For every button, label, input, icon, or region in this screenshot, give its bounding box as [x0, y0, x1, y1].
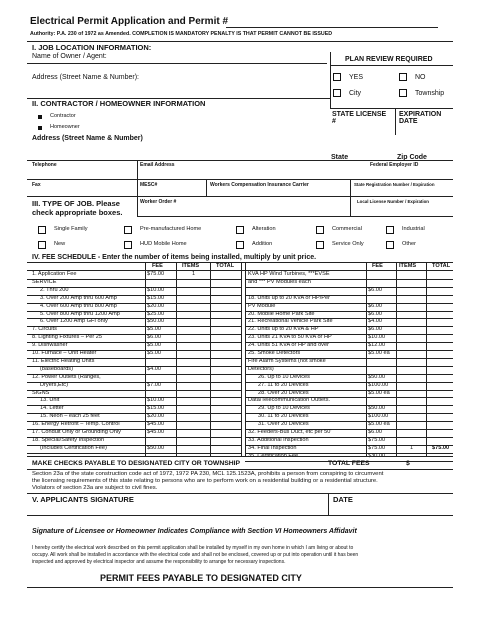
fee-row-label: 10. Furnace – Unit Heater — [32, 350, 97, 356]
fee-row-rule — [27, 453, 241, 454]
rule — [27, 262, 453, 263]
fee-row-label: 21. Recreational Vehicle Park Site — [248, 318, 333, 325]
single-family-checkbox[interactable] — [38, 226, 46, 234]
fee-row-fee: $50.00 — [147, 318, 165, 325]
section-3-heading-2: check appropriate boxes. — [32, 208, 123, 217]
authority-text: Authority: P.A. 230 of 1972 as Amended. COMPLETION IS MANDATORY PENALTY IS THAT PERMIT CANNOT BE ISSUED — [30, 31, 333, 37]
homeowner-bullet[interactable] — [38, 126, 42, 130]
alteration-checkbox[interactable] — [236, 226, 244, 234]
fee-row-label: 7. Circuits — [32, 326, 57, 333]
fee-row-fee: $6.00 — [368, 302, 382, 309]
fee-row-items[interactable]: 1 — [192, 271, 196, 277]
fee-row-label: 25. Smoke Detectors — [248, 350, 301, 356]
right-items-header: ITEMS — [399, 263, 417, 269]
fee-row-label: 20. Mobile Home Park Site — [248, 310, 315, 317]
fee-row-label: 34. Final Inspection — [248, 444, 297, 451]
homeowner-label: Homeowner — [50, 124, 80, 130]
other-checkbox[interactable] — [386, 241, 394, 249]
fee-row-fee: $50.00 — [368, 405, 386, 412]
fee-row-label: 1. Application Fee — [32, 271, 77, 277]
legal-line-3: Violators of section 23a are subject to civil fines. — [32, 485, 158, 491]
fee-row-label: PV Module — [248, 302, 276, 309]
fee-row-rule — [245, 366, 453, 367]
rule — [27, 160, 453, 161]
hud-mobile-home-checkbox[interactable] — [124, 241, 132, 249]
township-checkbox[interactable] — [399, 89, 407, 97]
fee-row-fee: $20.00 — [147, 413, 165, 420]
expiration-date-label: EXPIRATION DATE — [399, 111, 442, 125]
fee-row-label: 4. Over 600 Amp thru 800 Amp — [40, 302, 117, 309]
rule — [330, 65, 453, 66]
fee-row-rule — [27, 390, 241, 391]
rule — [330, 52, 331, 109]
left-items-header: ITEMS — [182, 263, 200, 269]
affidavit-line-1: I hereby certify the electrical work described on this permit application shall be installed by myself in my own home in which I am living or about to — [32, 545, 354, 551]
state-registration-label: State Registration Number / Expiration — [354, 182, 435, 187]
fee-column-rule — [241, 262, 242, 456]
fee-row-fee: $6.00 — [368, 310, 382, 317]
affidavit-line-2: occupy. All work shall be installed in accordance with the electrical code and shall not be enclosed, covered up or put into operation until it has been — [32, 552, 359, 558]
fee-row-fee: $10.00 — [368, 334, 386, 341]
township-label: Township — [415, 90, 445, 97]
rule — [27, 196, 453, 197]
fee-row-label: 8. Lighting Fixtures – Per 25 — [32, 334, 102, 341]
rule — [27, 469, 453, 470]
fee-row-label: 26. Up to 10 Devices — [258, 373, 310, 380]
fee-row-rule — [245, 287, 453, 288]
hud-mobile-home-label: HUD Mobile Home — [140, 241, 187, 247]
total-fees-dollar: $ — [406, 460, 410, 467]
fee-row-label: (Includes Certification Fee) — [40, 444, 107, 451]
fee-row-label: 29. Up to 10 Devices — [258, 405, 310, 412]
fee-column-rule — [210, 262, 211, 456]
left-total-header: TOTAL — [216, 263, 235, 269]
fee-row-fee: $10.00 — [147, 286, 165, 293]
yes-label: YES — [349, 74, 364, 81]
fee-row-fee: $5.00 ea — [368, 389, 390, 396]
rule — [137, 196, 138, 216]
fee-row-fee: $30.00 — [368, 452, 386, 459]
form-title: Electrical Permit Application and Permit # — [30, 16, 229, 27]
fee-row-label: 12. Power Outlets (Ranges, — [32, 373, 101, 380]
legal-line-2: the licensing requirements of this state relating to persons who are to perform work on a residential building or a residential structure. — [32, 478, 378, 484]
rule — [395, 108, 396, 135]
rule — [137, 179, 138, 196]
fee-row-label: 32. Feeders-Bus Duct, etc per 50' — [248, 429, 332, 435]
footer-notice: PERMIT FEES PAYABLE TO DESIGNATED CITY — [100, 573, 302, 583]
fee-row-fee: $7.00 — [147, 381, 161, 388]
email-label: Email Address — [140, 162, 175, 168]
fee-row-fee: $6.00 — [147, 334, 161, 341]
plan-review-no-checkbox[interactable] — [399, 73, 407, 81]
addition-label: Addition — [252, 241, 273, 247]
fee-row-fee: $5.00 — [147, 326, 161, 333]
commercial-label: Commercial — [332, 226, 362, 232]
rule — [27, 63, 327, 64]
telephone-label: Telephone — [32, 162, 57, 168]
city-checkbox[interactable] — [333, 89, 341, 97]
rule — [27, 456, 453, 457]
industrial-checkbox[interactable] — [386, 226, 394, 234]
legal-line-1: Section 23a of the state construction code act of 1972, 1972 PA 230, MCL 125.1523A, prohibits a person from conspiring to circumvent — [32, 471, 384, 477]
fee-row-label: 28. Over 20 Devices — [258, 389, 309, 396]
fee-column-rule — [396, 262, 397, 456]
fee-row-label: 35. Certification Fee — [248, 452, 299, 459]
service-only-label: Service Only — [332, 241, 364, 247]
other-label: Other — [402, 241, 416, 247]
rule — [27, 587, 453, 588]
fee-row-label: (baseboards) — [40, 365, 73, 372]
state-label: State — [331, 154, 349, 161]
fee-row-fee: $15.00 — [147, 294, 165, 301]
contractor-label: Contractor — [50, 113, 76, 119]
rule — [328, 493, 329, 515]
addition-checkbox[interactable] — [236, 241, 244, 249]
fee-column-rule — [145, 262, 146, 456]
fee-row-label: 15. Neon – each 25 feet — [40, 413, 100, 420]
contractor-bullet[interactable] — [38, 115, 42, 119]
fee-row-label: 9. Dishwasher — [32, 342, 68, 349]
fee-row-items[interactable]: 1 — [410, 444, 414, 451]
fee-column-rule — [426, 262, 427, 456]
section-5-heading: V. APPLICANTS SIGNATURE — [32, 495, 134, 504]
premanufactured-home-label: Pre-manufactured Home — [140, 226, 202, 232]
signature-line[interactable] — [27, 515, 453, 516]
fee-row-label: SERVICE — [32, 278, 57, 285]
fee-row-fee: $75.00 — [147, 271, 165, 277]
commercial-checkbox[interactable] — [316, 226, 324, 234]
fee-row-label: and *** PV Modules each — [248, 278, 311, 285]
plan-review-label: PLAN REVIEW REQUIRED — [345, 56, 433, 63]
fee-row-fee: $5.00 — [147, 350, 161, 356]
section-1-heading: I. JOB LOCATION INFORMATION: — [32, 43, 152, 52]
fee-row-fee: $50.00 — [147, 444, 165, 451]
fee-row-label: Fire Alarm Systems (not smoke — [248, 357, 326, 364]
owner-agent-label: Name of Owner / Agent: — [32, 53, 107, 60]
fee-row-total: $75.00 — [432, 444, 450, 451]
federal-id-label: Federal Employer ID — [370, 162, 419, 168]
rule — [27, 41, 453, 42]
fee-row-fee: $5.00 ea — [368, 421, 390, 428]
date-label: DATE — [333, 495, 353, 504]
rule — [350, 179, 351, 196]
fee-row-label: Detectors) — [248, 365, 274, 372]
section-2-heading: II. CONTRACTOR / HOMEOWNER INFORMATION — [32, 99, 206, 108]
fee-row-fee: $6.00 — [368, 326, 382, 333]
fee-row-fee: $6.00 — [368, 429, 382, 435]
fee-row-fee: $15.00 — [147, 405, 165, 412]
fee-row-label: 13. Unit — [40, 397, 60, 404]
fee-row-label: 24. Units 51 KVA or HP and over — [248, 342, 329, 349]
no-label: NO — [415, 74, 426, 81]
section-4-heading: IV. FEE SCHEDULE - Enter the number of items being installed, multiply by unit price. — [32, 254, 317, 261]
alteration-label: Alteration — [252, 226, 276, 232]
fee-row-label: KVA HP Wind Turbines, ***EVSE — [248, 271, 330, 277]
fee-row-rule — [27, 326, 241, 327]
fee-row-label: 22. Units up to 20 KVA & HP — [248, 326, 319, 333]
fee-row-fee: $45.00 — [147, 429, 165, 435]
fee-row-label: 30. 11 to 20 Devices — [258, 413, 309, 420]
fee-row-fee: $4.00 — [368, 318, 382, 325]
fee-row-label: 5. Over 800 Amp thru 1200 Amp — [40, 310, 120, 317]
city-label: City — [349, 90, 362, 97]
left-fee-header: FEE — [152, 263, 163, 269]
fee-row-label: 31. Over 20 Devices — [258, 421, 309, 428]
signature-compliance-text: Signature of Licensee or Homeowner Indicates Compliance with Section VI Homeowners Affidavit — [32, 528, 357, 535]
affidavit-line-3: inspected and approved by electrical inspector and assume the responsibility to arrange for necessary inspections. — [32, 559, 286, 565]
fee-row-fee: $6.00 — [368, 286, 382, 293]
fee-row-fee: $100.00 — [368, 413, 389, 420]
rule — [330, 108, 453, 109]
fee-row-label: Data/Telecommunication Outlets. — [248, 397, 331, 404]
fee-row-rule — [27, 279, 241, 280]
job-address-label: Address (Street Name & Number): — [32, 74, 139, 81]
fee-row-label: 18. Units up to 20 KVA or HP/Per — [248, 294, 330, 301]
new-label: New — [54, 241, 66, 247]
industrial-label: Industrial — [402, 226, 425, 232]
fee-row-label: 11. Electric Heating Units — [32, 357, 95, 364]
fee-row-fee: $5.00 ea — [368, 350, 390, 356]
right-total-header: TOTAL — [432, 263, 451, 269]
fee-column-rule — [245, 262, 246, 456]
fax-label: Fax — [32, 182, 41, 188]
payable-notice: MAKE CHECKS PAYABLE TO DESIGNATED CITY OR TOWNSHIP — [32, 460, 241, 467]
workers-comp-label: Workers Compensation Insurance Carrier — [210, 182, 309, 188]
fee-row-fee: $50.00 — [368, 373, 386, 380]
single-family-label: Single Family — [54, 226, 88, 232]
fee-column-rule — [176, 262, 177, 456]
fee-row-fee: $20.00 — [147, 302, 165, 309]
fee-row-label: 16. Energy Retrofit – Temp. Control — [32, 421, 120, 428]
fee-row-label: Dryers,Etc) — [40, 381, 68, 388]
local-license-label: Local License Number / Expiration — [357, 199, 429, 204]
fee-row-label: 2. Thru 200 — [40, 286, 69, 293]
rule — [206, 179, 207, 196]
fee-row-fee: $4.00 — [147, 365, 161, 372]
contractor-address-label: Address (Street Name & Number) — [32, 135, 143, 142]
fee-row-label: 18. Special/Safety Inspection — [32, 436, 105, 443]
fee-row-rule — [245, 303, 453, 304]
premanufactured-home-checkbox[interactable] — [124, 226, 132, 234]
rule — [27, 179, 453, 180]
fee-row-label: 27. 11 to 20 Devices — [258, 381, 309, 388]
new-checkbox[interactable] — [38, 241, 46, 249]
rule — [137, 216, 453, 217]
zip-code-label: Zip Code — [397, 154, 427, 161]
fee-row-label: 14. Letter — [40, 405, 64, 412]
rule — [27, 493, 453, 494]
plan-review-yes-checkbox[interactable] — [333, 73, 341, 81]
section-3-heading: III. TYPE OF JOB. Please — [32, 199, 120, 208]
fee-column-rule — [366, 262, 367, 456]
fee-row-fee: $75.00 — [368, 444, 386, 451]
fee-row-fee: $45.00 — [147, 421, 165, 428]
permit-number-line[interactable] — [226, 27, 438, 28]
mesc-label: MESC# — [140, 182, 158, 188]
fee-row-fee: $75.00 — [368, 436, 386, 443]
fee-row-label: 33. Additional Inspection — [248, 436, 309, 443]
fee-row-fee: $10.00 — [147, 397, 165, 404]
fee-row-label: SIGNS — [32, 389, 50, 396]
fee-row-label: 23. Units 21 KVA to 50 KVA or HP — [248, 334, 332, 341]
fee-row-fee: $5.00 — [147, 342, 161, 349]
worker-order-label: Worker Order # — [140, 199, 177, 205]
state-license-label: STATE LICENSE # — [332, 111, 387, 125]
fee-row-label: 3. Over 200 Amp thru 600 Amp — [40, 294, 117, 301]
right-fee-header: FEE — [372, 263, 383, 269]
rule — [350, 196, 351, 216]
fee-row-fee: $12.00 — [368, 342, 386, 349]
fee-row-fee: $25.00 — [147, 310, 165, 317]
fee-row-label: 17. Conduit Only or Grounding Only — [32, 429, 121, 435]
fee-row-label: 6. Over 1200 Amp GFI only — [40, 318, 108, 325]
rule — [27, 270, 453, 271]
fee-row-fee: $100.00 — [368, 381, 389, 388]
service-only-checkbox[interactable] — [316, 241, 324, 249]
total-fees-label: TOTAL FEES — [328, 460, 370, 467]
